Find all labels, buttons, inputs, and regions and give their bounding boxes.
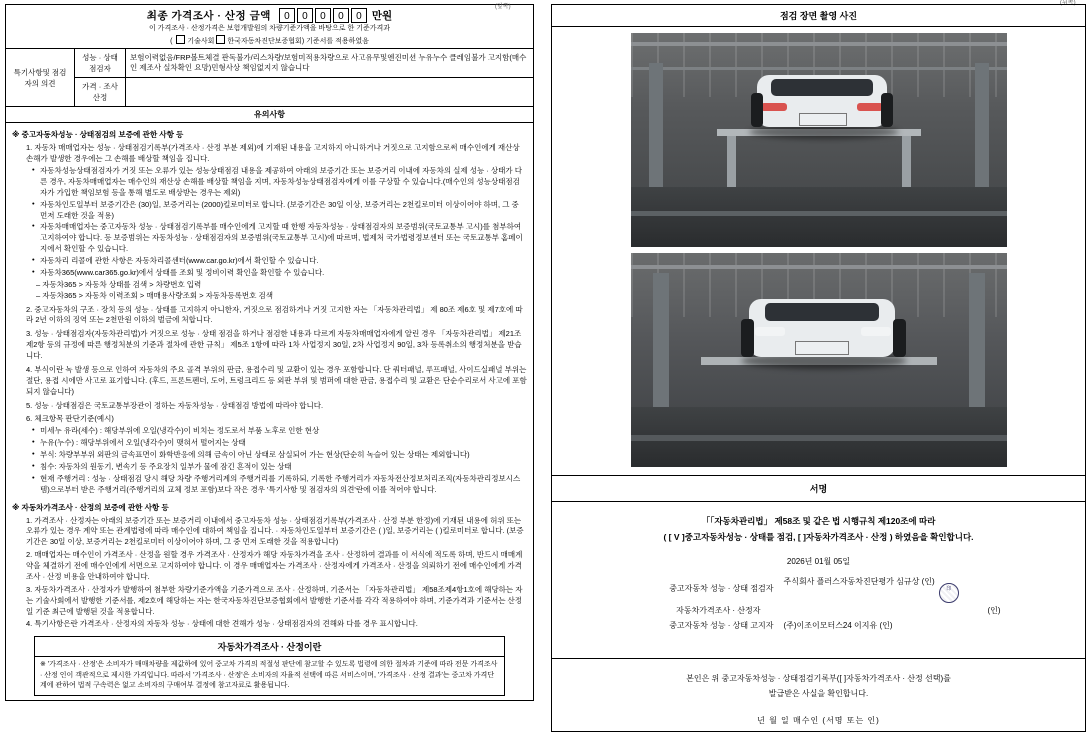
list-item: • 부식: 차량부부위 외판의 금속표면이 화학반응에 의해 금속이 아닌 상태로 삼실되어 가는 현상(단순히 녹슬어 있는 상태는 제외합니다)	[32, 450, 527, 461]
signer-rows	[570, 574, 1067, 633]
ceiling-beam	[631, 42, 1007, 46]
signer-row	[570, 603, 1067, 618]
confirm-line-2: 발급받은 사실을 확인합니다.	[768, 688, 869, 698]
price-digit-boxes	[279, 8, 369, 23]
price-digit[interactable]: 0	[315, 8, 331, 23]
list-item	[26, 401, 527, 412]
price-assessment-definition-box	[34, 636, 505, 696]
signature-statement	[552, 502, 1085, 640]
final-price-block	[5, 4, 534, 48]
statement-line-2	[570, 530, 1067, 546]
statement-line-2-mid: ]중고자동차성능 · 상태를 점검, [ ]자동차가격조사 · 산정 ) 하였음을 확인합니다.	[679, 531, 974, 542]
corner-mark-left: (앞쪽)	[495, 4, 511, 10]
price-assessor-label: 가격 · 조사산정	[75, 78, 126, 107]
list-item: • 미세누 유라(세수) : 해당부위에 오일(냉각수)이 비치는 정도로서 부품 노후로 인한 현상	[32, 426, 527, 437]
signer-name: (주)이조이모터스24 이지유	[783, 621, 878, 631]
tyre-right	[881, 93, 893, 127]
windshield	[765, 303, 879, 321]
item-text: 가격조사 · 산정자는 아래의 보증기간 또는 보증거리 이내에서 중고자동차 성능 · 상태점검기록부(가격조사 · 산정 부분 한정)에 기재된 내용에 허위 또는 오류가 있는 경우 계약 또는 관계법령에 따라 매수인에 대하여 책임을 집니다. · 자동차인도일부터 보증기간은 ( )일, 보증거리는 ( )킬로미터로 합니다. (보증기간은 30일 이상, 보증거리는 2천킬로미터 이상이어야 하며, 그 중 먼저 도래한 것을 적용합니다)	[26, 515, 524, 547]
signer-value	[784, 574, 1014, 603]
head-lamp-left	[755, 327, 785, 336]
price-note-line3-pre: (	[170, 38, 175, 46]
signer-label: 중고자동차 성능 · 상태 고지자	[669, 621, 774, 631]
signer-row	[570, 618, 1067, 633]
opinion-table	[5, 48, 534, 107]
price-note-line3-post: ) 기준서를 적용하였음	[301, 38, 369, 46]
price-note-line2: 이 가격조사 · 산정가격은 보험개발원의 차량기준가액을 바탕으로 한 기준가격과	[148, 25, 391, 32]
statement-line-1: 「「자동차관리법」 제58조 및 같은 법 시행규칙 제120조에 따라	[701, 516, 936, 526]
list-item: • 자동차인도일부터 보증기간은 (30)일, 보증거리는 (2000)킬로미터로 합니다. (보증기간은 30일 이상, 보증거리는 2천킬로미터 이상이어야 하며, 그 중 먼저 도래한 것을 적용)	[32, 200, 527, 222]
list-item	[26, 585, 527, 618]
item-number: 6.	[26, 414, 33, 424]
item-number: 1.	[26, 143, 33, 153]
notice-list-2	[26, 516, 527, 631]
item-number: 2.	[26, 550, 33, 560]
inspection-photo-rear	[631, 33, 1007, 247]
list-item: – 자동차365 > 자동차 이력조회 > 매매용사량조회 > 자동차등록번호 검색	[36, 290, 273, 300]
left-column	[5, 4, 534, 732]
head-lamp-right	[861, 327, 891, 336]
checkbox-technical-society[interactable]	[176, 35, 185, 44]
list-item: • 현재 주행거리 : 성능 · 상태점검 당시 해당 차량 주행거리계의 주행거리를 기록하되, 기록한 주행거리가 자동차전산정보처리조직(자동차관리정보시스템)으로부터 받은 주행거리(주행거리의 교체 정보 포함)보다 작은 경우 '특기사항 및 점검자의 의견'란에 이를 적어야 합니다.	[32, 474, 527, 496]
signer-suffix: (인)	[921, 577, 935, 587]
item-number: 3.	[26, 584, 33, 594]
item-number: 5.	[26, 400, 33, 410]
checkbox-kaa[interactable]	[216, 35, 225, 44]
tail-lamp-left	[761, 103, 787, 111]
price-note-option-b: 한국자동차진단보증협회	[227, 38, 302, 46]
list-item: • 자동차리 리콜에 관한 사항은 자동차리콜센터(www.car.go.kr)에서 확인할 수 있습니다.	[32, 256, 527, 267]
garage-floor	[631, 187, 1007, 247]
notice-section2-title: ※ 자동차가격조사 · 산정의 보증에 관한 사항 등	[12, 502, 169, 512]
price-note-line3	[6, 35, 533, 48]
price-digit[interactable]: 0	[333, 8, 349, 23]
definition-box-body: ※ '가격조사 · 산정'은 소비자가 매매차량을 제값하에 있어 중고차 가격의 적절성 판단에 참고할 수 있도록 법령에 의한 절차과 기준에 따라 전문 가격조사 · 산정 인이 객관적으로 제시한 가격입니다. 따라서 '가격조사 · 산정'은 소비자의 자율적 선택에 따른 서비스이며, '가격조사 · 산정 결과'는 중고차 가격단계에 관하여 법적 구속력은 없고 소비자의 구매여부 결정에 참고자료로 활용됩니다.	[40, 661, 498, 690]
list-item	[26, 143, 527, 301]
tyre-left	[751, 93, 763, 127]
notice-header: 유의사항	[5, 107, 534, 123]
sub-list-plain	[36, 280, 527, 302]
item-number: 1.	[26, 515, 33, 525]
opinion-row-label: 특기사항및 점검자의 의견	[6, 49, 75, 107]
inspection-photo-front	[631, 253, 1007, 467]
photo-section-title: 점검 장면 촬영 사진	[552, 5, 1085, 27]
corner-mark-right: (뒤쪽)	[1060, 0, 1076, 6]
tyre-right	[893, 319, 906, 357]
list-item	[26, 365, 527, 398]
item-number: 4.	[26, 364, 33, 374]
notice-section1-title: ※ 중고자동차성능 · 상태점검의 보증에 관한 사항 등	[12, 130, 184, 140]
price-assessor-opinion-value[interactable]	[126, 78, 534, 107]
list-item	[26, 516, 527, 549]
item-text: 특기사항은란 가격조사 · 산정자의 자동차 성능 · 상태에 대한 견해가 성능 · 상태점검자의 견해와 다를 경우 표시합니다.	[34, 619, 418, 629]
item-text: 중고자동차의 구조 · 장치 등의 성능 · 상태를 고지하지 아니한자, 거짓으로 점검하거나 거짓 고지한 자는 「자동차관리법」 제 80조 제6호 및 제7호에 따라 2년 이하의 징역 또는 2천만원 이하의 벌금에 처합니다.	[26, 304, 523, 325]
signer-suffix: (인)	[987, 606, 1001, 616]
signature-section-title: 서명	[552, 475, 1085, 502]
item-text: 자동차가격조사 · 산정자가 발행하여 첨부한 차량기준가액을 기준가격으로 조사 · 산정하며, 기준서는 「자동차관리법」 제58조제4항1호에 해당하는 자는 기술사회에서 발행한 기준서를, 제2호에 해당하는 자는 한국자동차진단보증협회에서 발행한 기준서를 각각 적용하여야 하며, 기준가격과 기준서는 산정일 기준 최근에 발행된 것을 적용합니다.	[26, 584, 523, 616]
price-note-option-a: 기술사회	[187, 38, 215, 46]
list-item: • 자동차365(www.car365.go.kr)에서 상태를 조회 및 정비이력 확인을 확인할 수 있습니다.	[32, 268, 527, 279]
signer-row	[570, 574, 1067, 603]
list-item	[26, 329, 527, 362]
statement-line-2-pre: ( [	[663, 531, 674, 542]
final-price-title: 최종 가격조사 · 산정 금액	[146, 10, 271, 22]
item-text: 체크항목 판단기준(예시)	[34, 414, 114, 424]
signature-date: 2026년 01월 05일	[786, 557, 851, 567]
statement-checkbox-mark[interactable]: V	[673, 531, 680, 542]
item-text: 매매업자는 매수인이 가격조사 · 산정을 원할 경우 가격조사 · 산정자가 해당 자동차가격을 조사 · 산정하여 결과를 이 서식에 적도록 하며, 반드시 매매계약을 체결하기 전에 매수인에게 서면으로 고지하여야 합니다. 이 경우 매매업자는 가격조사 · 산정자에게 가격조사 · 산정을 의뢰하기 전에 매수인에게 가격조사 · 산정 비용을 안내하여야 합니다.	[26, 550, 523, 581]
definition-box-title: 자동차가격조사 · 산정이란	[35, 637, 504, 657]
item-text: 자동차 매매업자는 성능 · 상태점검기록부(가격조사 · 산정 부분 제외)에 기재된 내용을 고지하지 아니하거나 거짓으로 고지함으로써 매수인에게 재산상 손해가 발생한 경우에는 그 손해를 배상할 책임을 집니다.	[26, 143, 520, 164]
lift-base-rail	[631, 435, 1007, 441]
ceiling-beam	[631, 265, 1007, 269]
car-shadow	[749, 125, 899, 139]
sub-list	[32, 166, 527, 279]
inspector-label: 성능 · 상태점검자	[75, 49, 126, 78]
right-column	[551, 4, 1086, 732]
car-rear-window	[771, 79, 873, 96]
price-unit: 만원	[371, 10, 393, 22]
signer-label: 자동차가격조사 · 산정자	[676, 606, 761, 616]
item-number: 2.	[26, 304, 33, 314]
list-item: • 누유(누수) : 해당부위에서 오일(냉각수)이 맺혀서 떨어지는 상태	[32, 438, 527, 449]
signer-value	[784, 618, 1014, 633]
list-item	[26, 305, 527, 327]
tyre-left	[741, 319, 754, 357]
item-number: 3.	[26, 329, 33, 339]
price-digit[interactable]: 0	[351, 8, 367, 23]
photo-list	[552, 27, 1085, 471]
list-item	[26, 550, 527, 583]
confirm-line-1: 본인은 위 중고자동차성능 · 상태점검기록부([ ]자동차가격조사 · 산정 선택)를	[686, 673, 951, 683]
license-plate	[795, 341, 849, 355]
price-digit[interactable]: 0	[297, 8, 313, 23]
notice-body	[5, 123, 534, 701]
table-row	[6, 49, 534, 78]
ceiling-beam	[631, 67, 1007, 70]
buyer-confirmation	[552, 658, 1085, 729]
list-item: • 자동차매매업자는 중고자동차 성능 · 상태점검기록부를 매수인에게 고지할 때 한행 자동차성능 · 상태점검자의 보증범위(국토교통부 고시)를 첨부하여 고지하여야 합니다. 등 보증범위는 자동차성능 · 상태점검자의 보증범위(국토교통부 고시)에 따르며, 법제처 국가법령정보센터 또는 국토교통부 홈페이지에서 확인할 수 있습니다.	[32, 222, 527, 255]
inspector-opinion-value[interactable]: 보험이력없음/FRP볼트체결 판독불가/리스차량/보험미적용차량으로 사고유무및엔진미션 누유누수 클레임불가 고지함(매수인 제조사 실차확인 요망)민형사상 책임없지지 않습니다	[126, 49, 534, 78]
buyer-signature-row: 년 월 일 매수인 (서명 또는 인)	[757, 715, 880, 725]
item-text: 성능 · 상태점검은 국토교통부장관이 정하는 자동차성능 · 상태점검 방법에 따라야 합니다.	[34, 400, 324, 410]
sub-list	[32, 426, 527, 495]
signer-label: 중고자동차 성능 · 상태 점검자	[669, 584, 774, 594]
signer-value	[771, 603, 1027, 618]
signer-name: 주식회사 플러스자동차진단평가 심규상	[783, 577, 920, 587]
lift-base-rail	[631, 211, 1007, 216]
license-plate	[799, 113, 847, 126]
table-row	[6, 78, 534, 107]
signer-suffix: (인)	[879, 621, 893, 631]
item-text: 부식이란 녹 발생 등으로 인하여 자동차의 주요 골격 부위의 판금, 용접수리 및 교환이 있는 경우 포함합니다. 단 쿼터패널, 루프패널, 사이드실패널 부위는 절단, 용접 시에만 사고로 표기합니다. (후드, 프론트펜더, 도어, 트렁크리드 등 외판 부위 및 범퍼에 대한 판금, 용접수리 및 교환은 단순수리로서 사고에 포함되지 않습니다)	[26, 364, 527, 396]
tail-lamp-right	[857, 103, 883, 111]
final-price-line	[6, 5, 533, 24]
seal-stamp-icon: 印	[939, 583, 959, 603]
list-item	[26, 414, 527, 495]
list-item: – 자동차365 > 자동차 상태를 검색 > 차량번호 입력	[36, 279, 202, 289]
list-item	[26, 619, 527, 630]
item-number: 4.	[26, 619, 33, 629]
notice-list-1	[26, 143, 527, 495]
list-item: • 침수: 자동차의 원동기, 변속기 등 주요장치 일부가 물에 잠긴 흔적이 있는 상태	[32, 462, 527, 473]
item-text: 성능 · 상태점검자(자동차관리법)가 거짓으로 성능 · 상태 점검을 하거나 점검한 내용과 다르게 자동차매매업자에게 알린 경우 「자동차관리법」 제21조 제2항 등의 규정에 따른 행정처분의 기준과 절차에 관한 규칙」 제5조 1항에 따라 1차 사업정지 30일, 2차 사업정지 90일, 3차 등록취소의 행정처분을 받습니다.	[26, 329, 522, 361]
list-item: • 자동차성능상태점검자가 거짓 또는 오류가 있는 성능상태점검 내용을 제공하여 아래의 보증기간 또는 보증거리 이내에 자동차의 실제 성능 · 상태가 다른 경우, 자동차매매업자는 매수인의 재산상 손해를 배상할 책임을 지며, 자동차성능상태점검자에게 이를 구상할 수 있습니다.(매수인의 성능상태점검자가 가입한 책임보험 등을 통해 별도로 배상받는 경우는 제외)	[32, 166, 527, 199]
price-digit[interactable]: 0	[279, 8, 295, 23]
